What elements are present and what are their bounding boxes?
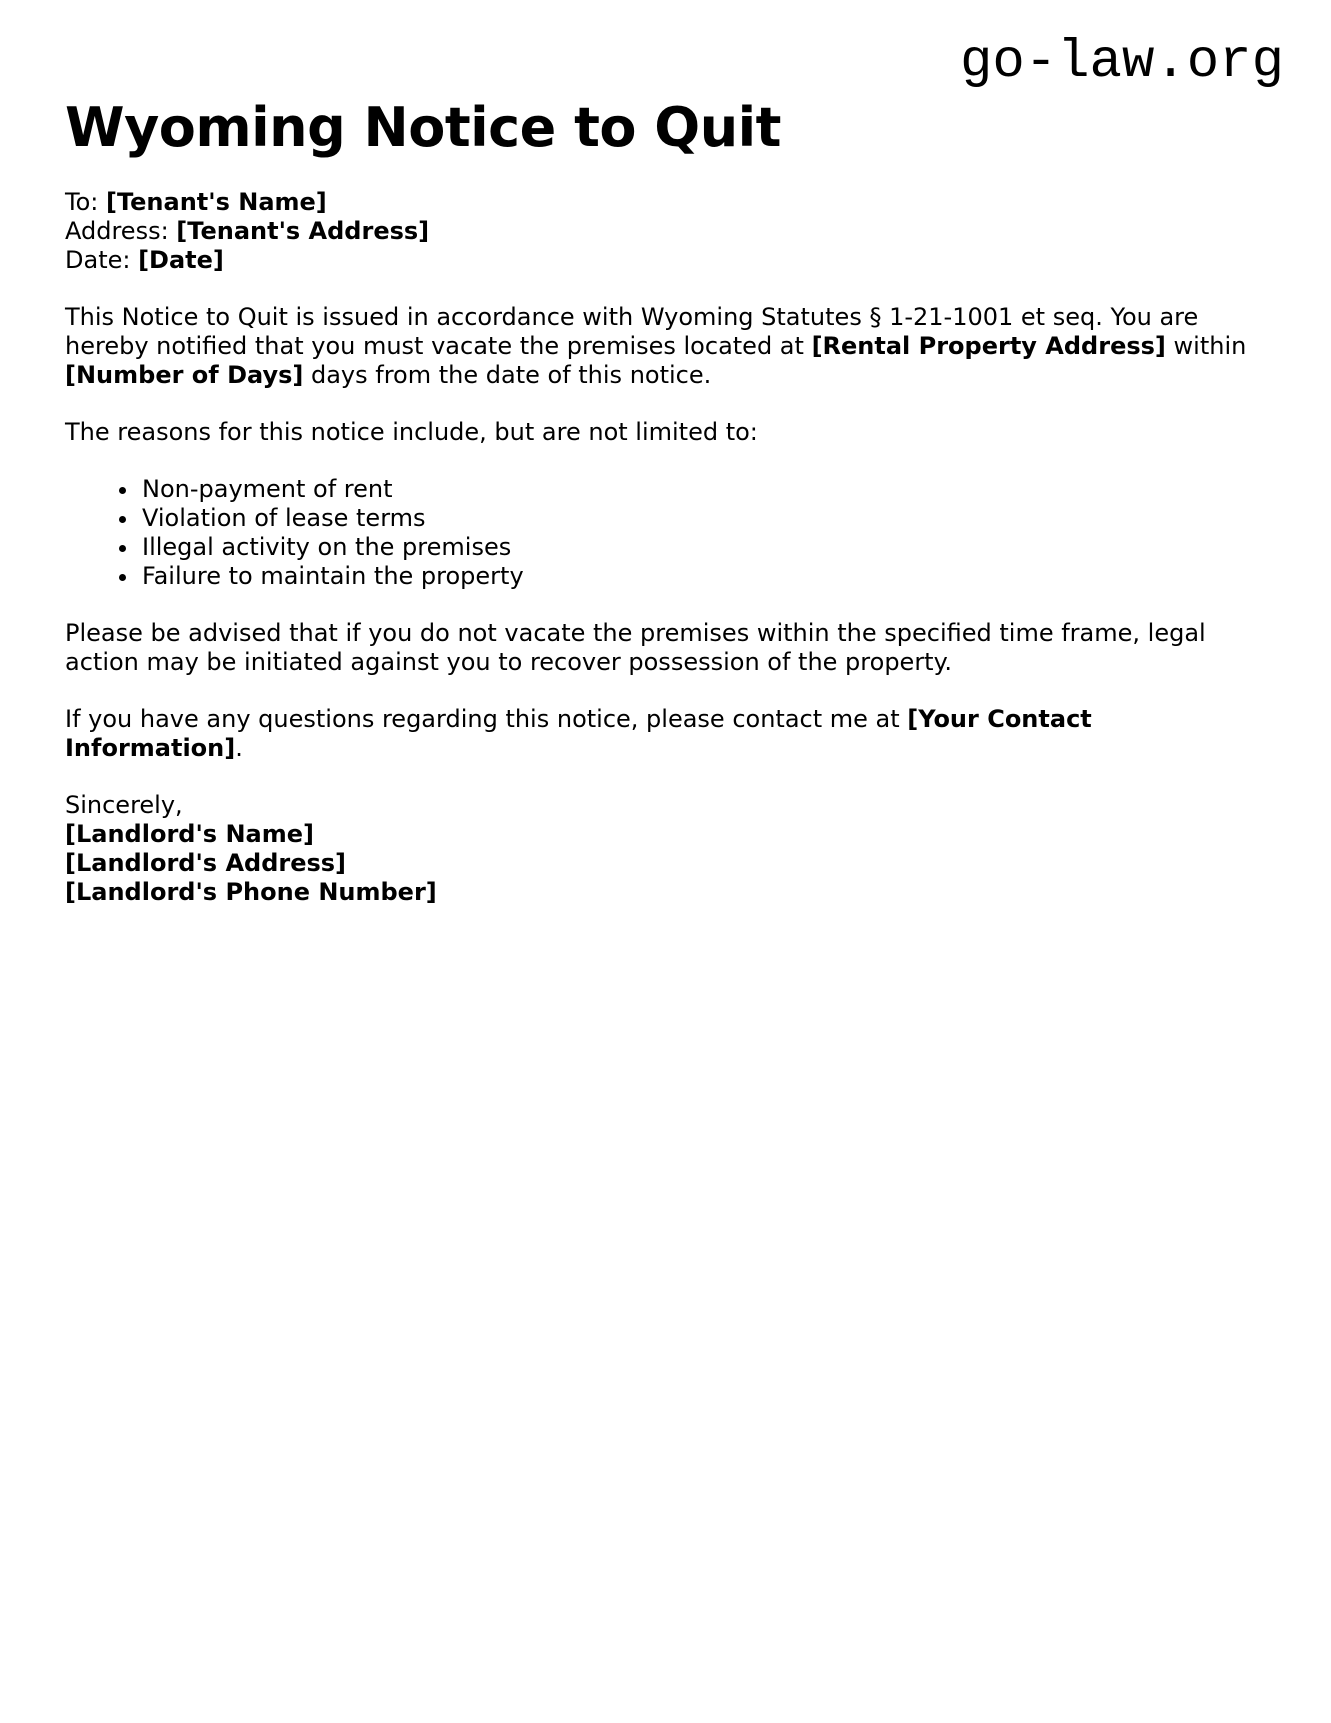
notice-paragraph bbox=[65, 303, 1251, 390]
rental-property-address-placeholder: [Rental Property Address] bbox=[811, 332, 1166, 360]
landlord-name-placeholder: [Landlord's Name] bbox=[65, 820, 314, 848]
closing-line: Sincerely, bbox=[65, 791, 183, 819]
landlord-phone-placeholder: [Landlord's Phone Number] bbox=[65, 878, 437, 906]
page-title: Wyoming Notice to Quit bbox=[65, 96, 781, 159]
contact-text-2: . bbox=[235, 734, 243, 762]
list-item: • Failure to maintain the property bbox=[140, 562, 1251, 591]
warning-paragraph: Please be advised that if you do not vacate the premises within the specified time frame, legal action may be initiated against you to recover possession of the property. bbox=[65, 619, 1206, 676]
recipient-to-line bbox=[65, 188, 1251, 217]
to-label: To: bbox=[65, 188, 106, 216]
tenant-address-placeholder: [Tenant's Address] bbox=[176, 217, 430, 245]
recipient-date-line bbox=[65, 246, 1251, 275]
reasons-list bbox=[65, 475, 1251, 591]
notice-text-3: days from the date of this notice. bbox=[303, 361, 712, 389]
notice-text-2: within bbox=[1165, 332, 1247, 360]
list-item: • Illegal activity on the premises bbox=[140, 533, 1251, 562]
signature-block bbox=[65, 791, 1251, 907]
contact-paragraph bbox=[65, 705, 1251, 763]
reasons-intro: The reasons for this notice include, but are not limited to: bbox=[65, 418, 758, 446]
date-placeholder: [Date] bbox=[138, 246, 224, 274]
number-of-days-placeholder: [Number of Days] bbox=[65, 361, 304, 389]
brand-logo: go-law.org bbox=[959, 32, 1284, 93]
landlord-address-placeholder: [Landlord's Address] bbox=[65, 849, 347, 877]
list-item: • Violation of lease terms bbox=[140, 504, 1251, 533]
recipient-block bbox=[65, 188, 1251, 275]
contact-info-placeholder: [Your Contact Information] bbox=[65, 705, 1092, 762]
list-item: • Non-payment of rent bbox=[140, 475, 1251, 504]
address-label: Address: bbox=[65, 217, 177, 245]
recipient-address-line bbox=[65, 217, 1251, 246]
tenant-name-placeholder: [Tenant's Name] bbox=[105, 188, 327, 216]
contact-text-1: If you have any questions regarding this notice, please contact me at bbox=[65, 705, 908, 733]
notice-text-1: This Notice to Quit is issued in accordance with Wyoming Statutes § 1-21-1001 et seq. You are hereby notified that you must vacate the premises located at bbox=[65, 303, 1199, 360]
date-label: Date: bbox=[65, 246, 139, 274]
